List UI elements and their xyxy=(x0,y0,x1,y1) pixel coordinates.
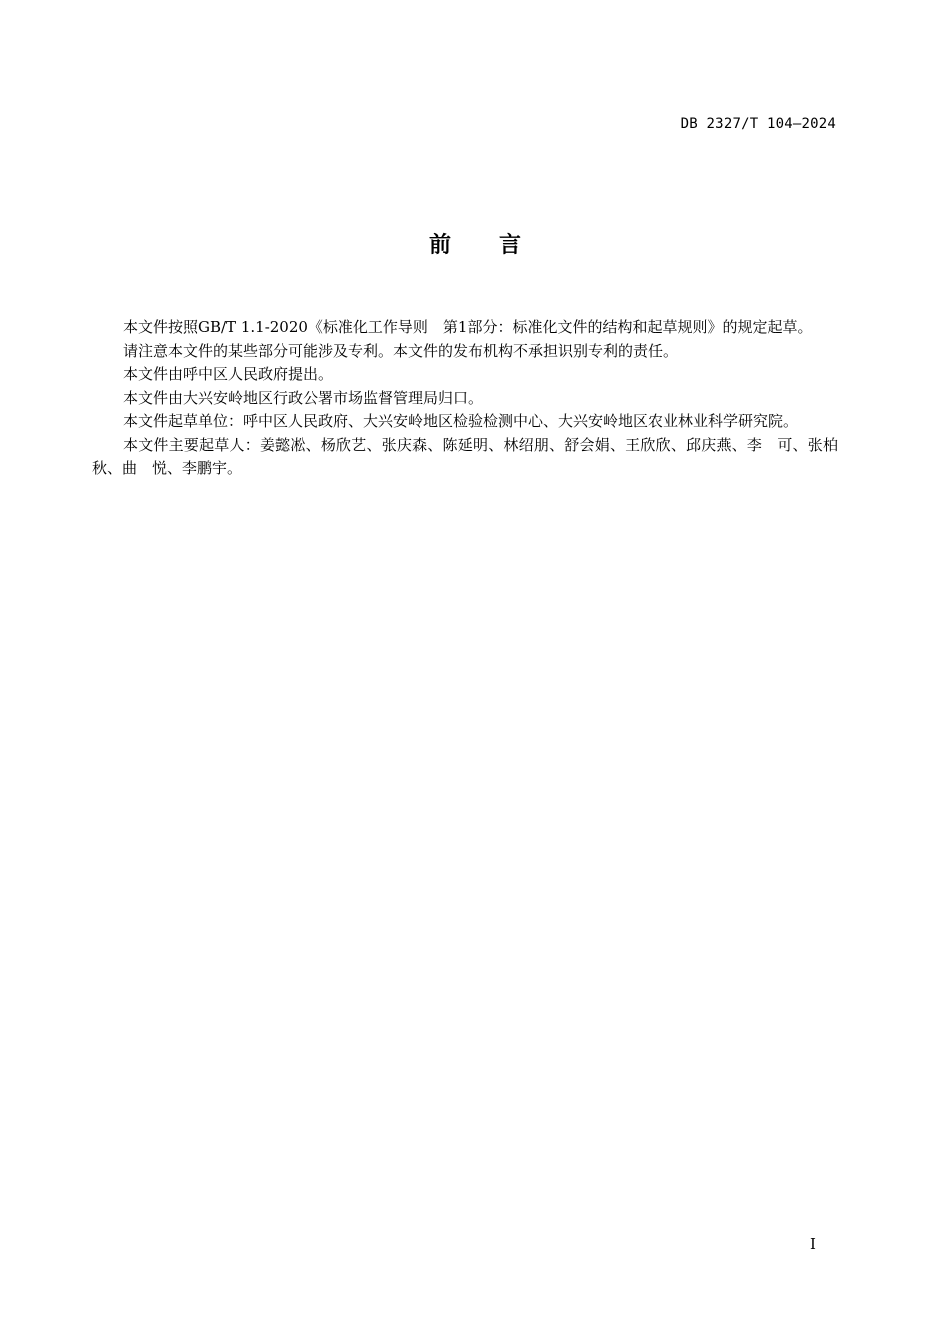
title-char-2: 言 xyxy=(499,233,522,258)
foreword-body xyxy=(92,316,838,481)
page-number: I xyxy=(810,1235,816,1253)
page-title xyxy=(0,230,950,262)
paragraph-drafters: 本文件主要起草人：姜懿凇、杨欣艺、张庆森、陈延明、林绍朋、舒会娟、王欣欣、邱庆燕、李 可、张柏秋、曲 悦、李鹏宇。 xyxy=(92,435,838,477)
document-code: DB 2327/T 104—2024 xyxy=(680,116,836,132)
paragraph-proposer: 本文件由呼中区人民政府提出。 xyxy=(123,365,334,383)
paragraph-drafting-units: 本文件起草单位：呼中区人民政府、大兴安岭地区检验检测中心、大兴安岭地区农业林业科学研究院。 xyxy=(123,412,799,430)
paragraph-drafting-basis: 本文件按照GB/T 1.1-2020《标准化工作导则 第1部分：标准化文件的结构和起草规则》的规定起草。 xyxy=(123,318,813,336)
paragraph-administrator: 本文件由大兴安岭地区行政公署市场监督管理局归口。 xyxy=(123,388,484,407)
title-char-1: 前 xyxy=(428,233,451,258)
paragraph-patent-notice: 请注意本文件的某些部分可能涉及专利。本文件的发布机构不承担识别专利的责任。 xyxy=(123,341,679,360)
